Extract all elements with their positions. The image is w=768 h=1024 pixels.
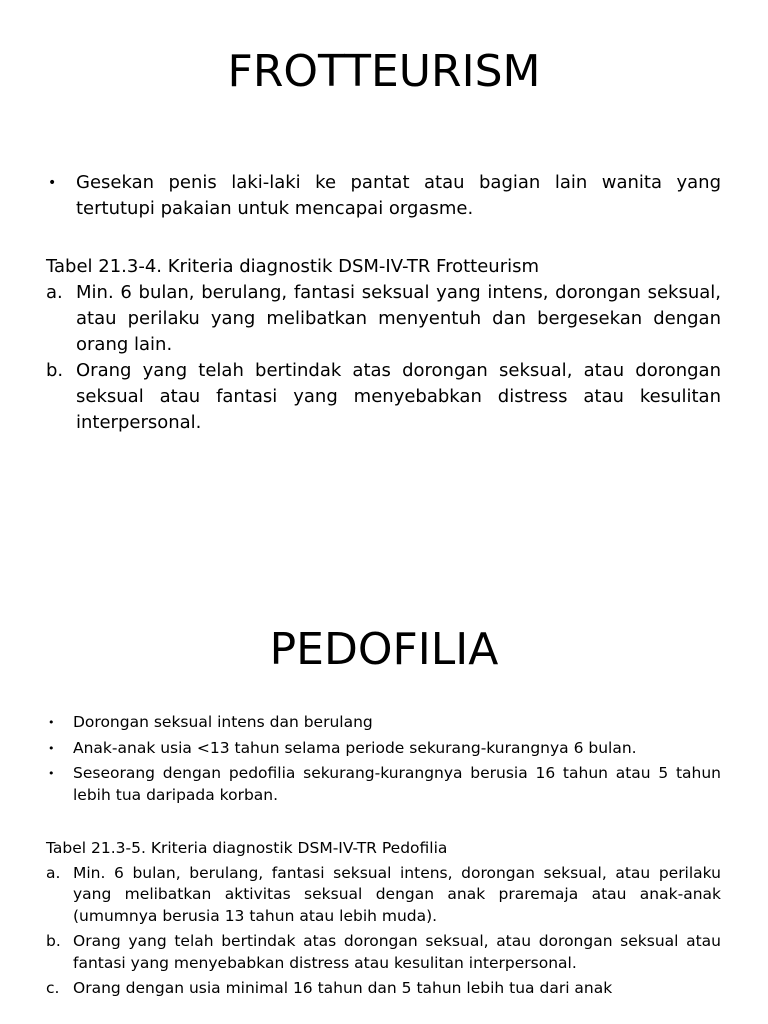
bullet-text: Seseorang dengan pedofilia sekurang-kurangnya berusia 16 tahun atau 5 tahun lebih tua daripada korban. <box>73 764 721 804</box>
table-caption: Tabel 21.3-5. Kriteria diagnostik DSM-IV-TR Pedofilia <box>46 839 448 857</box>
criteria-marker: a. <box>46 282 63 303</box>
bullet-item <box>46 170 721 222</box>
criteria-text: Orang yang telah bertindak atas dorongan seksual, atau dorongan seksual atau fantasi yang menyebabkan distress atau kesulitan interpersonal. <box>73 932 721 972</box>
bullet-icon: • <box>48 741 55 755</box>
criteria-text: Orang yang telah bertindak atas dorongan seksual, atau dorongan seksual atau fantasi yang menyebabkan distress atau kesulitan interpersonal. <box>76 360 721 433</box>
bullet-text: Anak-anak usia <13 tahun selama periode sekurang-kurangnya 6 bulan. <box>73 738 637 757</box>
criteria-item <box>46 978 721 1000</box>
bullet-icon: • <box>48 716 55 729</box>
bullet-text: Dorongan seksual intens dan berulang <box>73 713 373 731</box>
criteria-marker: b. <box>46 360 64 381</box>
slide-pedofilia <box>0 560 768 1024</box>
criteria-marker: a. <box>46 863 61 882</box>
criteria-item <box>46 280 721 358</box>
bullet-list <box>46 712 721 806</box>
criteria-item <box>46 358 721 436</box>
criteria-item <box>46 863 721 928</box>
bullet-text: Gesekan penis laki-laki ke pantat atau bagian lain wanita yang tertutupi pakaian untuk mencapai orgasme. <box>76 172 721 219</box>
criteria-list <box>46 280 721 436</box>
criteria-text: Min. 6 bulan, berulang, fantasi seksual yang intens, dorongan seksual, atau perilaku yang melibatkan menyentuh dan bergesekan dengan orang lain. <box>76 282 721 355</box>
criteria-item <box>46 931 721 974</box>
criteria-text: Orang dengan usia minimal 16 tahun dan 5 tahun lebih tua dari anak <box>73 979 613 997</box>
slide-title: PEDOFILIA <box>269 624 499 675</box>
slide-body <box>46 170 721 436</box>
bullet-item <box>46 763 721 806</box>
bullet-item <box>46 738 721 760</box>
bullet-list <box>46 170 721 222</box>
criteria-marker: c. <box>46 979 60 997</box>
criteria-text: Min. 6 bulan, berulang, fantasi seksual intens, dorongan seksual, atau perilaku yang melibatkan aktivitas seksual dengan anak praremaja atau anak-anak (umumnya berusia 13 tahun atau lebih muda). <box>73 863 721 925</box>
table-caption: Tabel 21.3-4. Kriteria diagnostik DSM-IV-TR Frotteurism <box>46 256 540 277</box>
bullet-item <box>46 712 721 734</box>
bullet-icon: • <box>48 175 57 191</box>
slide-body <box>46 712 721 1000</box>
bullet-icon: • <box>48 767 55 780</box>
criteria-marker: b. <box>46 932 61 950</box>
criteria-list <box>46 863 721 1000</box>
slide-title: FROTTEURISM <box>227 46 541 97</box>
